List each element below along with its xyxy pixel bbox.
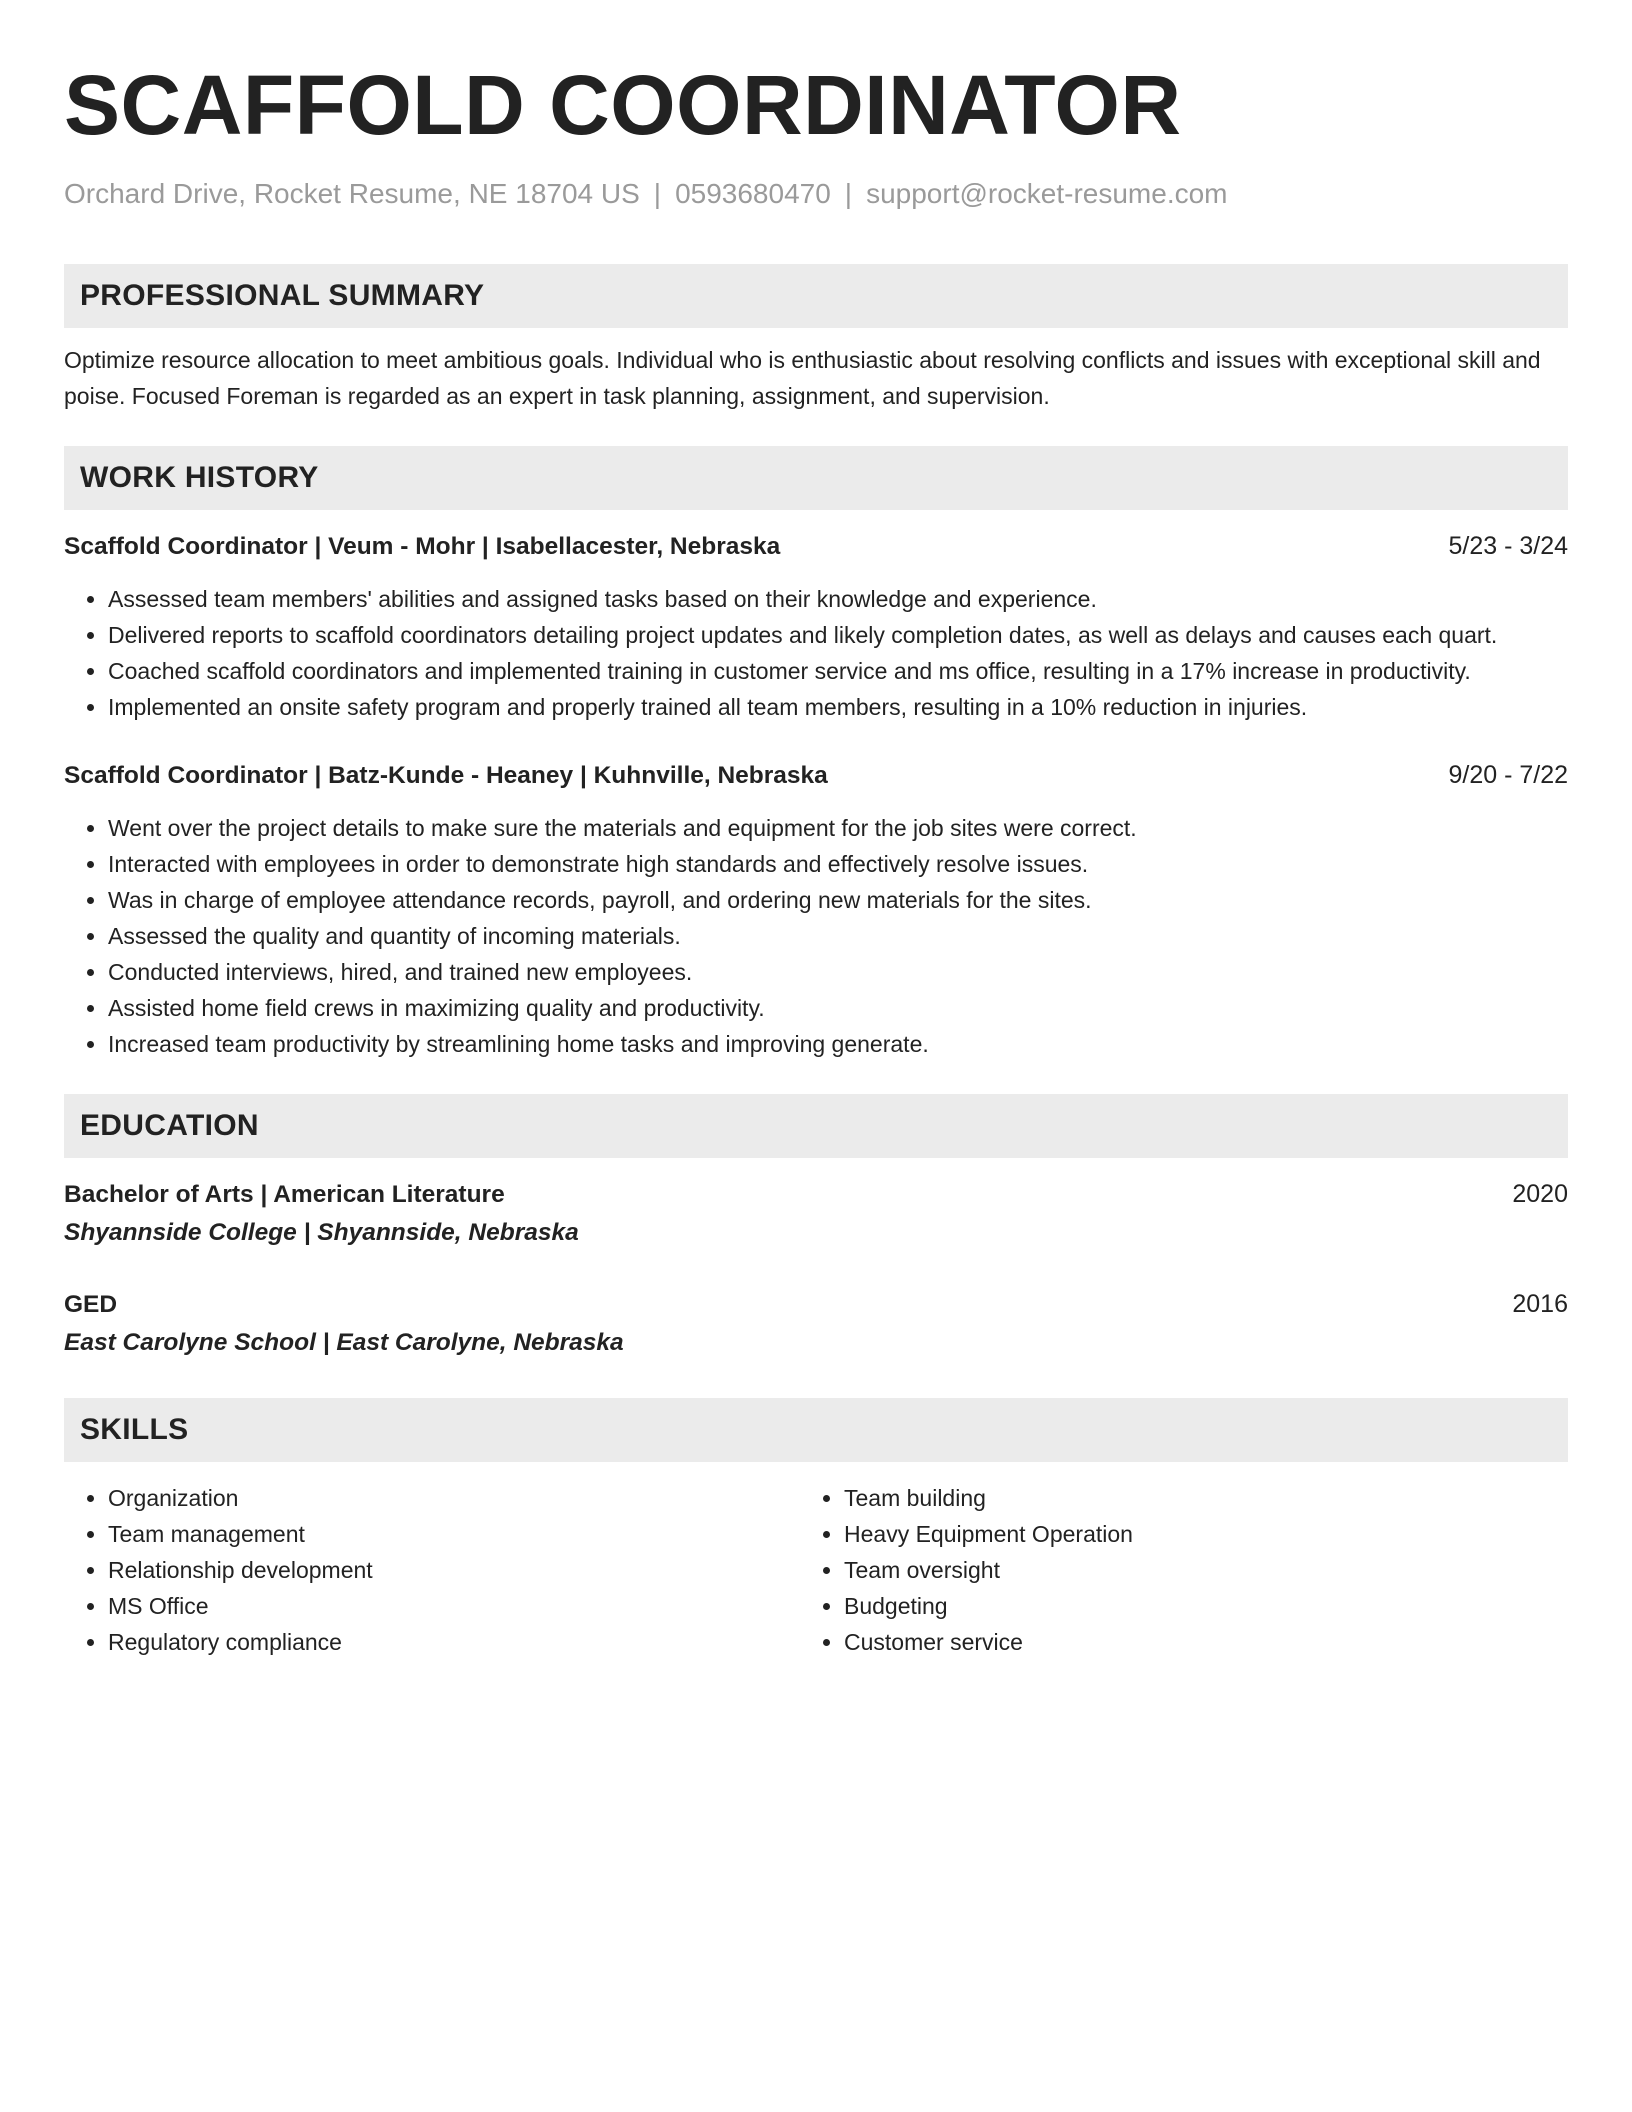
- skills-bullets: [64, 1480, 800, 1660]
- education-year: 2016: [1512, 1290, 1568, 1318]
- job-header: [64, 757, 1568, 794]
- job-bullet: • Assessed team members' abilities and assigned tasks based on their knowledge and experience.: [108, 581, 1568, 617]
- job-bullets: [64, 581, 1568, 725]
- job-bullet: • Was in charge of employee attendance records, payroll, and ordering new materials for the sites.: [108, 882, 1568, 918]
- skill-item: • Team management: [108, 1516, 800, 1552]
- education-heading: EDUCATION: [64, 1094, 1568, 1158]
- job-title: Scaffold Coordinator | Batz-Kunde - Heaney | Kuhnville, Nebraska: [64, 762, 828, 789]
- candidate-name: SCAFFOLD COORDINATOR: [64, 58, 1182, 152]
- education-degree: GED: [64, 1291, 118, 1318]
- job-bullets: [64, 810, 1568, 1062]
- job-bullet: • Delivered reports to scaffold coordinators detailing project updates and likely completion dates, as well as delays and causes each quart.: [108, 617, 1568, 653]
- education-degree: Bachelor of Arts | American Literature: [64, 1181, 505, 1208]
- education-header: [64, 1286, 1568, 1324]
- contact-email: support@rocket-resume.com: [866, 178, 1228, 209]
- skills-column-right: [800, 1480, 1536, 1660]
- skills-heading: SKILLS: [64, 1398, 1568, 1462]
- job-bullet: • Coached scaffold coordinators and implemented training in customer service and ms office, resulting in a 17% increase in productivity.: [108, 653, 1568, 689]
- contact-line: [64, 176, 1568, 212]
- skills-bullets: [800, 1480, 1536, 1660]
- job-bullet: • Conducted interviews, hired, and trained new employees.: [108, 954, 1568, 990]
- job-dates: 5/23 - 3/24: [1448, 532, 1568, 560]
- skill-item: • Team building: [844, 1480, 1536, 1516]
- job-bullet: • Increased team productivity by streamlining home tasks and improving generate.: [108, 1026, 1568, 1062]
- job-dates: 9/20 - 7/22: [1448, 761, 1568, 789]
- skill-item: • MS Office: [108, 1588, 800, 1624]
- skill-item: • Customer service: [844, 1624, 1536, 1660]
- summary-heading: PROFESSIONAL SUMMARY: [64, 264, 1568, 328]
- job-bullet: • Assessed the quality and quantity of incoming materials.: [108, 918, 1568, 954]
- education-entry: [64, 1286, 1568, 1362]
- education-school: Shyannside College | Shyannside, Nebraska: [64, 1219, 579, 1246]
- job-entry: [64, 528, 1568, 725]
- skills-column-left: [64, 1480, 800, 1660]
- education-school: East Carolyne School | East Carolyne, Nebraska: [64, 1329, 624, 1356]
- education-header: [64, 1176, 1568, 1214]
- summary-text: Optimize resource allocation to meet ambitious goals. Individual who is enthusiastic about resolving conflicts and issues with exceptional skill and poise. Focused Foreman is regarded as an expert in task planning, assignment, and supervision.: [64, 347, 1541, 409]
- skills-list: [64, 1480, 1568, 1660]
- skill-item: • Heavy Equipment Operation: [844, 1516, 1536, 1552]
- job-bullet: • Went over the project details to make sure the materials and equipment for the job sites were correct.: [108, 810, 1568, 846]
- contact-separator: |: [653, 178, 662, 209]
- job-entry: [64, 757, 1568, 1062]
- skill-item: • Relationship development: [108, 1552, 800, 1588]
- work-history-heading: WORK HISTORY: [64, 446, 1568, 510]
- contact-phone: 0593680470: [675, 178, 831, 209]
- job-title: Scaffold Coordinator | Veum - Mohr | Isabellacester, Nebraska: [64, 533, 781, 560]
- education-entry: [64, 1176, 1568, 1252]
- skill-item: • Organization: [108, 1480, 800, 1516]
- contact-address: Orchard Drive, Rocket Resume, NE 18704 US: [64, 178, 640, 209]
- job-bullet: • Assisted home field crews in maximizing quality and productivity.: [108, 990, 1568, 1026]
- skill-item: • Budgeting: [844, 1588, 1536, 1624]
- job-bullet: • Implemented an onsite safety program and properly trained all team members, resulting in a 10% reduction in injuries.: [108, 689, 1568, 725]
- skill-item: • Regulatory compliance: [108, 1624, 800, 1660]
- contact-separator: |: [844, 178, 853, 209]
- skill-item: • Team oversight: [844, 1552, 1536, 1588]
- education-year: 2020: [1512, 1180, 1568, 1208]
- job-bullet: • Interacted with employees in order to demonstrate high standards and effectively resolve issues.: [108, 846, 1568, 882]
- job-header: [64, 528, 1568, 565]
